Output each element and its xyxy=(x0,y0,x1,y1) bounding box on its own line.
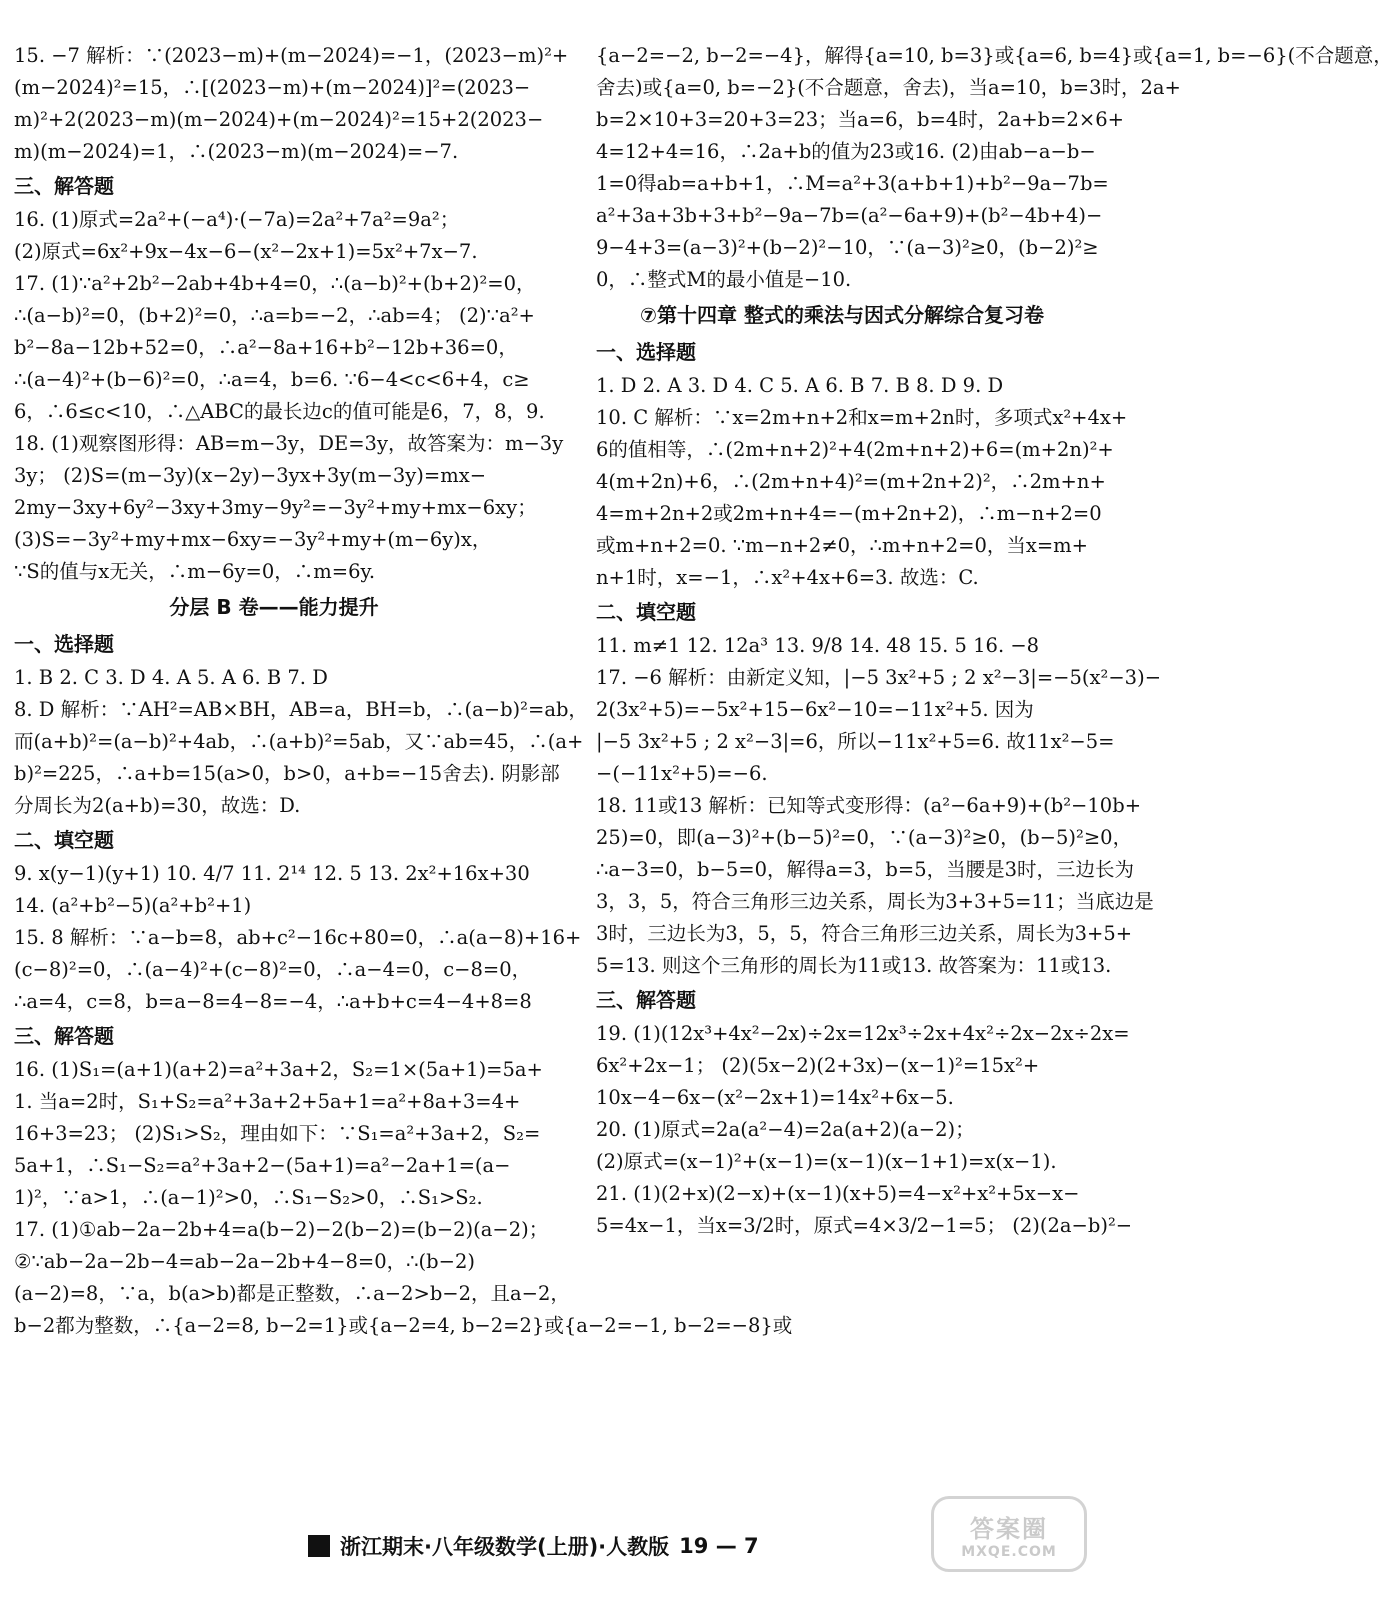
text-line: 16. (1)原式=2a²+(−a⁴)·(−7a)=2a²+7a²=9a²； xyxy=(14,208,460,231)
text-line: m)²+2(2023−m)(m−2024)+(m−2024)²=15+2(2023− xyxy=(14,108,544,131)
text-line: b)²=225，∴a+b=15(a>0，b>0，a+b=−15舍去). 阴影部 xyxy=(14,762,560,785)
text-line: 10. C 解析：∵x=2m+n+2和x=m+2n时，多项式x²+4x+ xyxy=(596,406,1128,429)
text-line: 1. B 2. C 3. D 4. A 5. A 6. B 7. D xyxy=(14,666,328,689)
text-line: 19. (1)(12x³+4x²−2x)÷2x=12x³÷2x+4x²÷2x−2x÷2x= xyxy=(596,1022,1130,1045)
section-heading: 二、填空题 xyxy=(14,828,114,852)
subsection-title: 分层 B 卷——能力提升 xyxy=(169,595,379,619)
text-line: 3y； (2)S=(m−3y)(x−2y)−3yx+3y(m−3y)=mx− xyxy=(14,464,487,487)
text-line: 5=4x−1，当x=3/2时，原式=4×3/2−1=5； (2)(2a−b)²− xyxy=(596,1214,1133,1237)
text-line: 16+3=23； (2)S₁>S₂，理由如下：∵S₁=a²+3a+2，S₂= xyxy=(14,1122,541,1145)
text-line: 而(a+b)²=(a−b)²+4ab，∴(a+b)²=5ab，又∵ab=45，∴(a+ xyxy=(14,730,584,753)
text-line: (c−8)²=0，∴(a−4)²+(c−8)²=0，∴a−4=0，c−8=0， xyxy=(14,958,532,981)
page-number: 19 — 7 xyxy=(679,1534,759,1558)
text-line: 0，∴整式M的最小值是−10. xyxy=(596,268,852,291)
text-line: (m−2024)²=15，∴[(2023−m)+(m−2024)]²=(2023− xyxy=(14,76,531,99)
watermark-logo xyxy=(931,1496,1087,1572)
text-line: ∵S的值与x无关，∴m−6y=0，∴m=6y. xyxy=(14,560,376,583)
text-line: 或m+n+2=0. ∵m−n+2≠0，∴m+n+2=0，当x=m+ xyxy=(596,534,1089,557)
text-line: 16. (1)S₁=(a+1)(a+2)=a²+3a+2，S₂=1×(5a+1)=5a+ xyxy=(14,1058,543,1081)
right-column xyxy=(596,40,1393,1242)
text-line: 17. (1)①ab−2a−2b+4=a(b−2)−2(b−2)=(b−2)(a−2)； xyxy=(14,1218,549,1241)
text-line: 21. (1)(2+x)(2−x)+(x−1)(x+5)=4−x²+x²+5x−x− xyxy=(596,1182,1080,1205)
text-line: b²−8a−12b+52=0，∴a²−8a+16+b²−12b+36=0， xyxy=(14,336,518,359)
text-line: −(−11x²+5)=−6. xyxy=(596,762,768,785)
text-line: 6的值相等，∴(2m+n+2)²+4(2m+n+2)+6=(m+2n)²+ xyxy=(596,438,1114,461)
text-line: 6，∴6≤c<10，∴△ABC的最长边c的值可能是6，7，8，9. xyxy=(14,400,545,423)
footer-title: 浙江期末·八年级数学(上册)·人教版 xyxy=(340,1535,670,1559)
text-line: 9−4+3=(a−3)²+(b−2)²−10，∵(a−3)²≥0，(b−2)²≥ xyxy=(596,236,1099,259)
section-heading: 一、选择题 xyxy=(14,632,114,656)
text-line: a²+3a+3b+3+b²−9a−7b=(a²−6a+9)+(b²−4b+4)− xyxy=(596,204,1103,227)
text-line: 20. (1)原式=2a(a²−4)=2a(a+2)(a−2)； xyxy=(596,1118,975,1141)
text-line: m)(m−2024)=1，∴(2023−m)(m−2024)=−7. xyxy=(14,140,459,163)
text-line: 1. 当a=2时，S₁+S₂=a²+3a+2+5a+1=a²+8a+3=4+ xyxy=(14,1090,521,1113)
text-line: n+1时，x=−1，∴x²+4x+6=3. 故选：C. xyxy=(596,566,979,589)
text-line: ∴(a−b)²=0，(b+2)²=0，∴a=b=−2，∴ab=4； (2)∵a²+ xyxy=(14,304,535,327)
text-line: 3，3，5，符合三角形三边关系，周长为3+3+5=11；当底边是 xyxy=(596,890,1154,913)
section-heading: 三、解答题 xyxy=(14,1024,114,1048)
text-line: 2(3x²+5)=−5x²+15−6x²−10=−11x²+5. 因为 xyxy=(596,698,1034,721)
text-line: (3)S=−3y²+my+mx−6xy=−3y²+my+(m−6y)x， xyxy=(14,528,492,551)
text-line: 15. 8 解析：∵a−b=8，ab+c²−16c+80=0，∴a(a−8)+16+ xyxy=(14,926,582,949)
text-line: 15. −7 解析：∵(2023−m)+(m−2024)=−1，(2023−m)²+ xyxy=(14,44,569,67)
page-footer xyxy=(308,1528,759,1564)
text-line: 3时，三边长为3，5，5，符合三角形三边关系，周长为3+5+ xyxy=(596,922,1133,945)
text-line: 18. (1)观察图形得：AB=m−3y，DE=3y，故答案为：m−3y xyxy=(14,432,564,455)
text-line: 舍去)或{a=0, b=−2}(不合题意，舍去)，当a=10，b=3时，2a+ xyxy=(596,76,1181,99)
text-line: |−5 3x²+5 ; 2 x²−3|=6，所以−11x²+5=6. 故11x²−5= xyxy=(596,730,1115,753)
text-line: (a−2)=8，∵a，b(a>b)都是正整数，∴a−2>b−2，且a−2， xyxy=(14,1282,570,1305)
text-line: (2)原式=(x−1)²+(x−1)=(x−1)(x−1+1)=x(x−1). xyxy=(596,1150,1057,1173)
text-line: 1. D 2. A 3. D 4. C 5. A 6. B 7. B 8. D 9. D xyxy=(596,374,1004,397)
section-heading: 三、解答题 xyxy=(14,174,114,198)
text-line: 5=13. 则这个三角形的周长为11或13. 故答案为：11或13. xyxy=(596,954,1112,977)
watermark-url: MXQE.COM xyxy=(961,1543,1057,1560)
text-line: 分周长为2(a+b)=30，故选：D. xyxy=(14,794,301,817)
text-line: 25)=0，即(a−3)²+(b−5)²=0，∵(a−3)²≥0，(b−5)²≥0， xyxy=(596,826,1133,849)
text-line: b=2×10+3=20+3=23；当a=6，b=4时，2a+b=2×6+ xyxy=(596,108,1124,131)
text-line: 4=m+2n+2或2m+n+4=−(m+2n+2)，∴m−n+2=0 xyxy=(596,502,1102,525)
text-line: 2my−3xy+6y²−3xy+3my−9y²=−3y²+my+mx−6xy； xyxy=(14,496,537,519)
section-heading: 三、解答题 xyxy=(596,988,696,1012)
text-line: 6x²+2x−1； (2)(5x−2)(2+3x)−(x−1)²=15x²+ xyxy=(596,1054,1040,1077)
text-line: 10x−4−6x−(x²−2x+1)=14x²+6x−5. xyxy=(596,1086,954,1109)
text-line: 17. −6 解析：由新定义知，|−5 3x²+5 ; 2 x²−3|=−5(x²−3)− xyxy=(596,666,1162,689)
text-line: ∴a=4，c=8，b=a−8=4−8=−4，∴a+b+c=4−4+8=8 xyxy=(14,990,532,1013)
footer-square-icon xyxy=(308,1535,330,1557)
text-line: ②∵ab−2a−2b−4=ab−2a−2b+4−8=0，∴(b−2) xyxy=(14,1250,475,1273)
text-line: 5a+1，∴S₁−S₂=a²+3a+2−(5a+1)=a²−2a+1=(a− xyxy=(14,1154,511,1177)
text-line: 11. m≠1 12. 12a³ 13. 9/8 14. 48 15. 5 16. −8 xyxy=(596,634,1040,657)
section-heading: 一、选择题 xyxy=(596,340,696,364)
text-line: ∴a−3=0，b−5=0，解得a=3，b=5，当腰是3时，三边长为 xyxy=(596,858,1135,881)
text-line: 1)²，∵a>1，∴(a−1)²>0，∴S₁−S₂>0，∴S₁>S₂. xyxy=(14,1186,483,1209)
text-line: {a−2=−2, b−2=−4}，解得{a=10, b=3}或{a=6, b=4}或{a=1, b=−6}(不合题意， xyxy=(596,44,1393,67)
text-line: (2)原式=6x²+9x−4x−6−(x²−2x+1)=5x²+7x−7. xyxy=(14,240,478,263)
watermark-title: 答案圈 xyxy=(970,1514,1048,1543)
text-line: ∴(a−4)²+(b−6)²=0，∴a=4，b=6. ∵6−4<c<6+4，c≥ xyxy=(14,368,530,391)
text-line: b−2都为整数，∴{a−2=8, b−2=1}或{a−2=4, b−2=2}或{a−2=−1, b−2=−8}或 xyxy=(14,1314,793,1337)
section-heading: 二、填空题 xyxy=(596,600,696,624)
text-line: 4=12+4=16，∴2a+b的值为23或16. (2)由ab−a−b− xyxy=(596,140,1096,163)
text-line: 1=0得ab=a+b+1，∴M=a²+3(a+b+1)+b²−9a−7b= xyxy=(596,172,1109,195)
text-line: 8. D 解析：∵AH²=AB×BH，AB=a，BH=b，∴(a−b)²=ab， xyxy=(14,698,588,721)
text-line: 18. 11或13 解析：已知等式变形得：(a²−6a+9)+(b²−10b+ xyxy=(596,794,1142,817)
chapter-title: ⑦第十四章 整式的乘法与因式分解综合复习卷 xyxy=(640,303,1044,327)
text-line: 17. (1)∵a²+2b²−2ab+4b+4=0，∴(a−b)²+(b+2)²=0， xyxy=(14,272,536,295)
text-line: 9. x(y−1)(y+1) 10. 4/7 11. 2¹⁴ 12. 5 13. 2x²+16x+30 xyxy=(14,862,530,885)
text-line: 14. (a²+b²−5)(a²+b²+1) xyxy=(14,894,252,917)
text-line: 4(m+2n)+6，∴(2m+n+4)²=(m+2n+2)²，∴2m+n+ xyxy=(596,470,1106,493)
